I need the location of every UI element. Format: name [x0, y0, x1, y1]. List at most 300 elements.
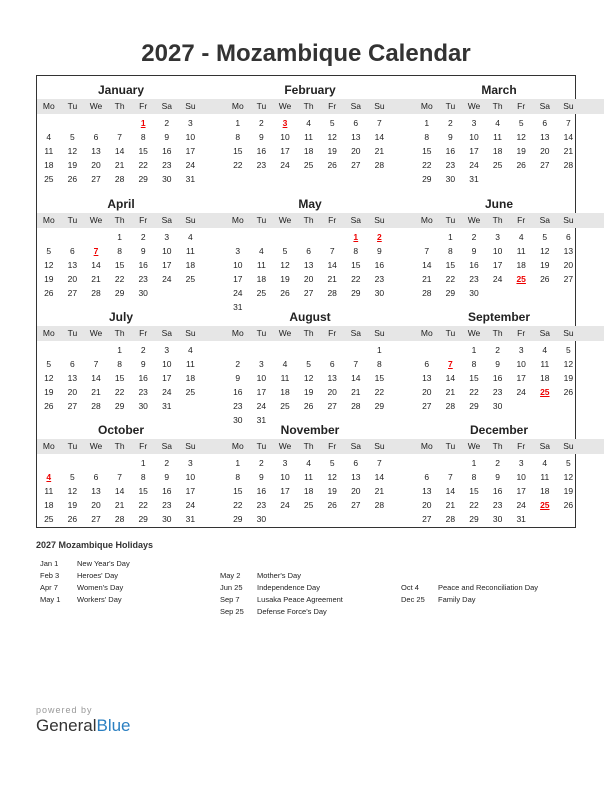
date-cell: 19: [280, 274, 290, 284]
date-cell: 4: [259, 246, 264, 256]
holiday-name: Heroes' Day: [77, 571, 119, 580]
weekday-label: Fr: [517, 101, 526, 111]
date-cell: 14: [114, 146, 125, 156]
holiday-name: Peace and Reconciliation Day: [438, 583, 539, 592]
date-cell: 29: [138, 174, 148, 184]
date-cell: 19: [540, 260, 550, 270]
date-cell: 6: [424, 359, 430, 369]
month-name: May: [298, 197, 322, 211]
weekday-label: Sa: [161, 441, 172, 451]
date-cell: 30: [374, 288, 385, 298]
date-cell: 10: [256, 373, 267, 383]
date-cell: 4: [188, 345, 193, 355]
holidays-title: 2027 Mozambique Holidays: [36, 540, 154, 550]
weekday-label: Su: [374, 215, 385, 225]
weekday-label: Fr: [139, 328, 148, 338]
date-cell: 17: [492, 260, 503, 270]
date-cell: 10: [185, 132, 196, 142]
date-cell: 18: [44, 500, 54, 510]
weekday-label: We: [89, 101, 103, 111]
weekday-label: Su: [185, 328, 196, 338]
date-cell: 30: [469, 288, 479, 298]
date-cell: 15: [422, 146, 432, 156]
date-cell: 22: [233, 160, 243, 170]
date-cell: 28: [445, 401, 456, 411]
weekday-label: Fr: [139, 101, 148, 111]
weekday-label: Th: [114, 441, 125, 451]
date-cell: 6: [353, 118, 359, 128]
date-cell: 14: [374, 472, 385, 482]
date-cell: 24: [162, 274, 172, 284]
weekday-label: Sa: [161, 215, 172, 225]
weekday-header: [415, 213, 604, 228]
date-cell: 11: [304, 472, 313, 482]
weekday-label: Mo: [420, 101, 433, 111]
date-cell: 1: [140, 458, 146, 468]
date-cell: 13: [351, 472, 361, 482]
holiday-name: New Year's Day: [77, 559, 130, 568]
date-cell: 28: [114, 514, 125, 524]
date-cell: 11: [256, 260, 266, 270]
date-cell: 12: [327, 132, 337, 142]
date-cell: 4: [542, 345, 548, 355]
month-may: [226, 190, 406, 312]
date-cell: 6: [93, 132, 99, 142]
date-cell: 17: [256, 387, 267, 397]
date-cell: 10: [469, 132, 479, 142]
date-cell: 24: [469, 160, 479, 170]
date-cell: 31: [185, 514, 196, 524]
date-cell: 31: [516, 514, 526, 524]
date-cell: 20: [422, 387, 432, 397]
date-cell: 22: [233, 500, 243, 510]
date-cell: 3: [471, 118, 477, 128]
date-cell: 3: [164, 232, 170, 242]
date-cell: 3: [188, 458, 193, 468]
date-cell: 12: [303, 373, 314, 383]
date-cell: 9: [140, 246, 146, 256]
holiday-date: 1: [140, 118, 146, 128]
holiday-date: 3: [282, 118, 288, 128]
date-cell: 29: [422, 174, 432, 184]
weekday-header: [226, 439, 415, 454]
date-cell: 20: [67, 274, 78, 284]
date-cell: 8: [235, 472, 241, 482]
date-cell: 15: [114, 373, 125, 383]
weekday-label: Sa: [539, 328, 550, 338]
date-cell: 9: [164, 132, 170, 142]
month-november: [226, 416, 406, 526]
weekday-label: Su: [185, 101, 196, 111]
date-cell: 3: [518, 458, 524, 468]
date-cell: 18: [185, 260, 196, 270]
date-cell: 21: [91, 274, 101, 284]
date-cell: 24: [162, 387, 172, 397]
date-cell: 10: [280, 132, 290, 142]
date-cell: 4: [495, 118, 500, 128]
date-cell: 7: [424, 246, 430, 256]
date-cell: 24: [185, 500, 196, 510]
date-cell: 4: [46, 132, 52, 142]
weekday-label: Tu: [67, 441, 78, 451]
date-cell: 8: [140, 472, 146, 482]
date-cell: 26: [327, 500, 337, 510]
date-cell: 9: [471, 246, 477, 256]
date-cell: 3: [259, 359, 264, 369]
weekday-label: Fr: [517, 441, 526, 451]
date-cell: 3: [495, 232, 500, 242]
weekday-label: Mo: [231, 101, 244, 111]
month-name: June: [484, 197, 514, 211]
date-cell: 26: [67, 514, 78, 524]
date-cell: 9: [495, 472, 500, 482]
date-cell: 26: [280, 288, 290, 298]
date-cell: 6: [306, 246, 311, 256]
date-cell: 8: [471, 359, 477, 369]
weekday-label: We: [467, 215, 481, 225]
weekday-label: Th: [492, 215, 503, 225]
date-cell: 16: [162, 486, 172, 496]
weekday-header: [226, 326, 415, 341]
calendar-grid: [36, 75, 576, 528]
date-cell: 17: [280, 146, 290, 156]
date-cell: 15: [445, 260, 456, 270]
date-cell: 5: [329, 458, 335, 468]
brand-logo: [36, 705, 131, 736]
weekday-label: Mo: [231, 328, 244, 338]
date-cell: 23: [162, 500, 172, 510]
date-cell: 22: [469, 500, 479, 510]
date-cell: 26: [563, 500, 574, 510]
date-cell: 29: [233, 514, 243, 524]
date-cell: 26: [303, 401, 314, 411]
weekday-header: [226, 99, 415, 114]
date-cell: 19: [563, 373, 574, 383]
weekday-label: Mo: [231, 215, 244, 225]
date-cell: 25: [492, 160, 503, 170]
weekday-label: We: [467, 101, 481, 111]
date-cell: 17: [185, 486, 196, 496]
holiday-date: Apr 7: [40, 583, 58, 592]
date-cell: 5: [70, 132, 75, 142]
date-cell: 30: [492, 514, 503, 524]
date-cell: 16: [374, 260, 385, 270]
date-cell: 14: [445, 486, 456, 496]
date-cell: 21: [374, 146, 385, 156]
date-cell: 14: [563, 132, 574, 142]
date-cell: 9: [259, 472, 264, 482]
date-cell: 8: [140, 132, 146, 142]
weekday-label: Su: [563, 328, 574, 338]
date-cell: 13: [91, 486, 101, 496]
holiday-date: Oct 4: [401, 583, 419, 592]
date-cell: 25: [303, 160, 314, 170]
date-cell: 30: [138, 401, 148, 411]
date-cell: 21: [445, 500, 456, 510]
date-cell: 27: [351, 500, 361, 510]
date-cell: 14: [327, 260, 337, 270]
date-cell: 21: [327, 274, 337, 284]
date-cell: 24: [256, 401, 267, 411]
date-cell: 31: [256, 415, 267, 425]
date-cell: 18: [280, 387, 290, 397]
date-cell: 11: [280, 373, 290, 383]
date-cell: 12: [67, 486, 78, 496]
holiday-date: Jun 25: [220, 583, 243, 592]
month-september: [415, 303, 595, 413]
date-cell: 16: [138, 373, 148, 383]
date-cell: 19: [516, 146, 526, 156]
weekday-label: Fr: [517, 328, 526, 338]
holiday-date: 4: [46, 472, 52, 482]
weekday-label: Mo: [420, 441, 433, 451]
date-cell: 28: [351, 401, 361, 411]
weekday-label: Mo: [42, 441, 55, 451]
date-cell: 24: [233, 288, 243, 298]
weekday-label: Th: [303, 328, 314, 338]
weekday-label: Mo: [420, 215, 433, 225]
weekday-label: Su: [374, 328, 385, 338]
date-cell: 4: [306, 458, 311, 468]
date-cell: 16: [445, 146, 456, 156]
date-cell: 23: [256, 500, 267, 510]
date-cell: 9: [235, 373, 241, 383]
weekday-label: Th: [114, 101, 125, 111]
weekday-label: Sa: [350, 441, 361, 451]
weekday-label: Th: [303, 441, 314, 451]
month-october: [37, 416, 217, 526]
date-cell: 27: [67, 288, 78, 298]
date-cell: 29: [469, 514, 479, 524]
date-cell: 18: [256, 274, 267, 284]
date-cell: 20: [351, 486, 361, 496]
weekday-label: Fr: [328, 441, 337, 451]
month-name: March: [481, 83, 517, 97]
date-cell: 12: [563, 472, 574, 482]
date-cell: 11: [540, 359, 550, 369]
month-march: [415, 76, 595, 186]
weekday-label: Su: [374, 101, 385, 111]
date-cell: 17: [185, 146, 196, 156]
date-cell: 28: [91, 288, 101, 298]
date-cell: 12: [280, 260, 290, 270]
weekday-label: Th: [114, 328, 125, 338]
weekday-label: Su: [563, 215, 574, 225]
date-cell: 15: [374, 373, 385, 383]
date-cell: 8: [471, 472, 477, 482]
date-cell: 30: [162, 174, 172, 184]
weekday-header: [415, 439, 604, 454]
date-cell: 7: [448, 472, 453, 482]
date-cell: 4: [542, 458, 548, 468]
date-cell: 16: [492, 373, 503, 383]
date-cell: 27: [540, 160, 550, 170]
date-cell: 24: [280, 500, 290, 510]
date-cell: 26: [44, 401, 54, 411]
date-cell: 17: [280, 486, 290, 496]
weekday-header: [415, 99, 604, 114]
weekday-label: Tu: [67, 101, 78, 111]
date-cell: 4: [518, 232, 524, 242]
weekday-label: Mo: [42, 101, 55, 111]
date-cell: 13: [422, 486, 432, 496]
date-cell: 25: [44, 174, 54, 184]
date-cell: 30: [162, 514, 172, 524]
date-cell: 14: [91, 373, 101, 383]
date-cell: 18: [185, 373, 196, 383]
date-cell: 10: [162, 246, 172, 256]
date-cell: 10: [516, 472, 526, 482]
date-cell: 1: [117, 345, 122, 355]
date-cell: 13: [351, 132, 361, 142]
date-cell: 11: [304, 132, 313, 142]
holiday-name: Workers' Day: [77, 595, 122, 604]
date-cell: 2: [448, 118, 453, 128]
date-cell: 17: [233, 274, 243, 284]
date-cell: 16: [469, 260, 479, 270]
month-name: April: [107, 197, 135, 211]
date-cell: 11: [516, 246, 526, 256]
weekday-label: Th: [114, 215, 125, 225]
month-name: August: [289, 310, 331, 324]
weekday-label: Mo: [42, 328, 55, 338]
month-july: [37, 303, 217, 413]
holiday-date: 25: [516, 274, 526, 284]
date-cell: 27: [67, 401, 78, 411]
date-cell: 30: [256, 514, 267, 524]
holiday-date: Dec 25: [401, 595, 425, 604]
date-cell: 6: [70, 359, 75, 369]
date-cell: 23: [162, 160, 172, 170]
date-cell: 13: [540, 132, 550, 142]
date-cell: 12: [563, 359, 574, 369]
month-name: November: [280, 423, 340, 437]
date-cell: 31: [185, 174, 196, 184]
date-cell: 23: [233, 401, 243, 411]
date-cell: 9: [164, 472, 170, 482]
date-cell: 12: [327, 472, 337, 482]
date-cell: 17: [469, 146, 479, 156]
date-cell: 24: [516, 500, 526, 510]
date-cell: 28: [445, 514, 456, 524]
date-cell: 18: [516, 260, 526, 270]
date-cell: 5: [70, 472, 75, 482]
date-cell: 2: [164, 118, 170, 128]
date-cell: 29: [469, 401, 479, 411]
date-cell: 4: [188, 232, 193, 242]
weekday-label: Th: [303, 215, 314, 225]
date-cell: 23: [445, 160, 456, 170]
weekday-label: Fr: [517, 215, 526, 225]
date-cell: 24: [492, 274, 503, 284]
date-cell: 21: [114, 160, 125, 170]
date-cell: 7: [377, 458, 382, 468]
date-cell: 26: [540, 274, 550, 284]
date-cell: 19: [327, 146, 337, 156]
date-cell: 13: [67, 373, 78, 383]
date-cell: 27: [563, 274, 574, 284]
date-cell: 23: [469, 274, 479, 284]
date-cell: 14: [374, 132, 385, 142]
date-cell: 7: [117, 472, 122, 482]
date-cell: 20: [91, 500, 101, 510]
holiday-date: May 2: [220, 571, 241, 580]
date-cell: 10: [185, 472, 196, 482]
date-cell: 2: [140, 345, 146, 355]
date-cell: 22: [469, 387, 479, 397]
date-cell: 6: [329, 359, 335, 369]
date-cell: 27: [91, 514, 101, 524]
weekday-label: Mo: [420, 328, 433, 338]
date-cell: 26: [67, 174, 78, 184]
date-cell: 21: [91, 387, 101, 397]
holiday-date: 2: [377, 232, 382, 242]
date-cell: 15: [138, 146, 148, 156]
date-cell: 11: [185, 246, 195, 256]
weekday-label: Su: [374, 441, 385, 451]
date-cell: 10: [516, 359, 526, 369]
date-cell: 16: [256, 146, 267, 156]
date-cell: 24: [185, 160, 196, 170]
date-cell: 15: [469, 486, 479, 496]
date-cell: 26: [44, 288, 54, 298]
holiday-name: Mother's Day: [257, 571, 301, 580]
date-cell: 14: [351, 373, 361, 383]
month-august: [226, 303, 406, 425]
weekday-label: Tu: [67, 215, 78, 225]
holiday-date: Sep 7: [220, 595, 240, 604]
date-cell: 28: [91, 401, 101, 411]
weekday-label: Mo: [42, 215, 55, 225]
date-cell: 7: [377, 118, 382, 128]
date-cell: 22: [374, 387, 385, 397]
weekday-label: Mo: [231, 441, 244, 451]
date-cell: 23: [256, 160, 267, 170]
date-cell: 29: [114, 401, 125, 411]
date-cell: 27: [327, 401, 337, 411]
date-cell: 11: [44, 146, 54, 156]
date-cell: 8: [377, 359, 382, 369]
holiday-name: Women's Day: [77, 583, 124, 592]
date-cell: 24: [280, 160, 290, 170]
date-cell: 6: [93, 472, 99, 482]
weekday-label: Th: [492, 328, 503, 338]
date-cell: 27: [422, 401, 432, 411]
date-cell: 2: [471, 232, 477, 242]
date-cell: 30: [445, 174, 456, 184]
date-cell: 1: [235, 118, 241, 128]
date-cell: 20: [540, 146, 550, 156]
date-cell: 23: [138, 274, 148, 284]
date-cell: 15: [233, 146, 243, 156]
date-cell: 5: [306, 359, 311, 369]
month-name: September: [467, 310, 531, 324]
month-june: [415, 190, 595, 300]
date-cell: 21: [422, 274, 432, 284]
date-cell: 22: [138, 500, 148, 510]
date-cell: 19: [563, 486, 574, 496]
date-cell: 20: [303, 274, 314, 284]
date-cell: 29: [374, 401, 385, 411]
date-cell: 13: [422, 373, 432, 383]
date-cell: 8: [353, 246, 359, 256]
weekday-label: Su: [185, 441, 196, 451]
date-cell: 26: [516, 160, 526, 170]
date-cell: 21: [351, 387, 361, 397]
date-cell: 25: [280, 401, 290, 411]
date-cell: 17: [516, 486, 526, 496]
date-cell: 25: [185, 387, 196, 397]
